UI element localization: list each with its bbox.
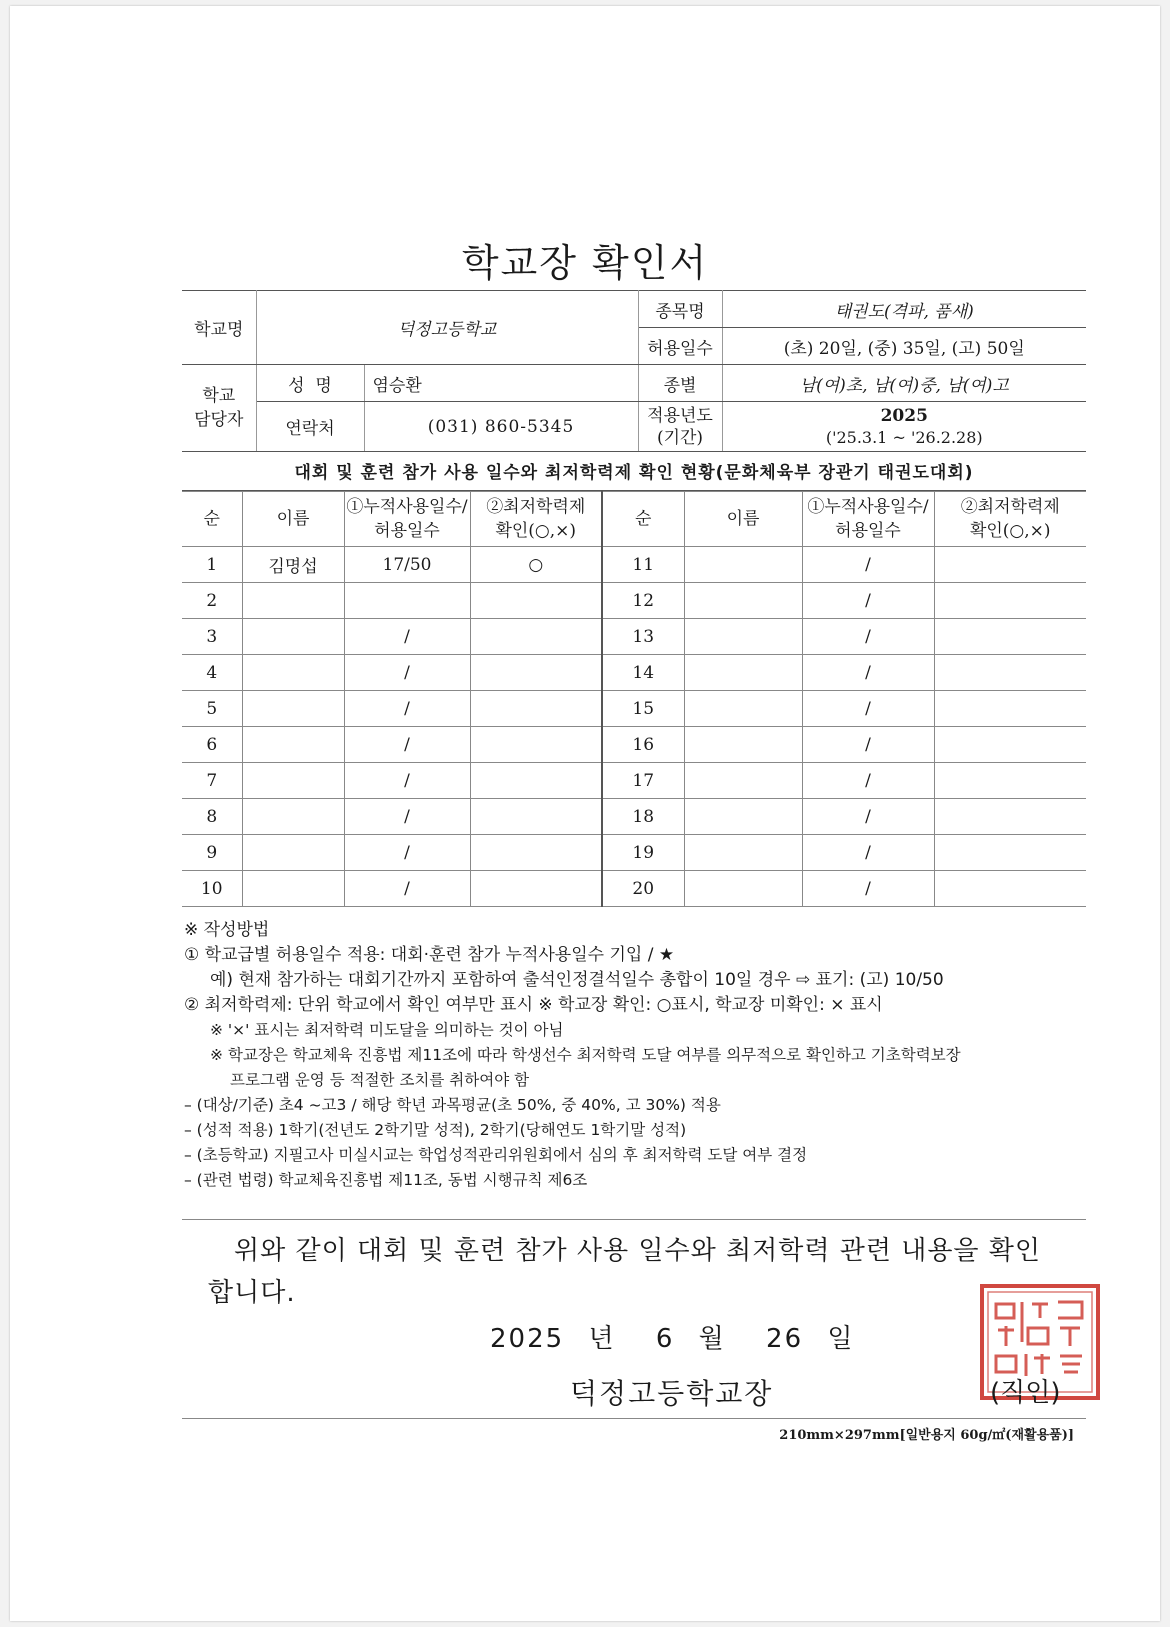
row-no: 7 — [182, 763, 242, 799]
confirmation-line-1: 위와 같이 대회 및 훈련 참가 사용 일수와 최저학력 관련 내용을 확인 — [234, 1236, 1042, 1266]
status-section-title: 대회 및 훈련 참가 사용 일수와 최저학력제 확인 현황(문화체육부 장관기 태권도대회) — [182, 456, 1086, 491]
row-check-2 — [934, 727, 1086, 763]
note-2-b-cont: 프로그램 운영 등 적절한 조치를 취하여야 함 — [230, 1071, 530, 1089]
col-name-2: 이름 — [684, 492, 802, 547]
col-days-2-line2: 허용일수 — [835, 521, 901, 541]
row-check-2 — [934, 691, 1086, 727]
row-name-2 — [684, 583, 802, 619]
note-dash-4: – (관련 법령) 학교체육진흥법 제11조, 동법 시행규칙 제6조 — [184, 1171, 588, 1189]
note-2: ② 최저학력제: 단위 학교에서 확인 여부만 표시 ※ 학교장 확인: ○표시, 학교장 미확인: × 표시 — [184, 995, 883, 1015]
col-days-line1: ①누적사용일수/ — [346, 497, 468, 517]
row-no: 3 — [182, 619, 242, 655]
notes-heading: ※ 작성방법 — [184, 920, 270, 940]
row-name-2 — [684, 763, 802, 799]
table-row — [182, 835, 1086, 871]
manager-label-line2: 담당자 — [194, 410, 244, 430]
table-row — [182, 799, 1086, 835]
note-dash-1: – (대상/기준) 초4 ~고3 / 해당 학년 과목평균(초 50%, 중 40%, 고 30%) 적용 — [184, 1096, 721, 1114]
row-no: 6 — [182, 727, 242, 763]
date-year: 2025 — [490, 1324, 565, 1354]
seal-label: (직인) — [990, 1378, 1061, 1408]
col-no-2: 순 — [602, 492, 684, 547]
row-no-2: 13 — [602, 619, 684, 655]
year-value-year: 2025 — [880, 405, 928, 426]
school-name-value: 덕정고등학교 — [256, 291, 638, 365]
table-row — [182, 547, 1086, 583]
col-check-2-line1: ②최저학력제 — [960, 497, 1060, 517]
date-year-unit: 년 — [588, 1324, 616, 1354]
event-label: 종목명 — [638, 291, 722, 328]
note-1-example: 예) 현재 참가하는 대회기간까지 포함하여 출석인정결석일수 총합이 10일 경우 ⇨ 표기: (고) 10/50 — [210, 970, 944, 990]
row-no-2: 11 — [602, 547, 684, 583]
row-check — [470, 871, 602, 907]
row-no: 8 — [182, 799, 242, 835]
row-days-2: / — [802, 763, 934, 799]
row-no: 2 — [182, 583, 242, 619]
row-name: 김명섭 — [242, 547, 344, 583]
col-days — [344, 492, 470, 547]
row-name — [242, 619, 344, 655]
row-check-2 — [934, 619, 1086, 655]
row-days-2: / — [802, 871, 934, 907]
row-name-2 — [684, 835, 802, 871]
row-days-2: / — [802, 655, 934, 691]
row-days — [344, 583, 470, 619]
note-dash-2: – (성적 적용) 1학기(전년도 2학기말 성적), 2학기(당해연도 1학기말 성적) — [184, 1121, 687, 1139]
row-no-2: 20 — [602, 871, 684, 907]
paper-spec-footer: 210mm×297mm[일반용지 60g/㎡(재활용품)] — [779, 1428, 1074, 1443]
row-name-2 — [684, 727, 802, 763]
note-1: ① 학교급별 허용일수 적용: 대회·훈련 참가 누적사용일수 기입 / ★ — [184, 945, 675, 965]
row-check-2 — [934, 583, 1086, 619]
manager-label-line1: 학교 — [202, 386, 236, 406]
year-label-line2: (기간) — [656, 427, 704, 448]
row-no-2: 19 — [602, 835, 684, 871]
row-no-2: 16 — [602, 727, 684, 763]
date-month-unit: 월 — [698, 1324, 726, 1354]
year-value — [722, 402, 1086, 452]
row-no: 9 — [182, 835, 242, 871]
row-days-2: / — [802, 727, 934, 763]
row-name-2 — [684, 547, 802, 583]
row-days-2: / — [802, 619, 934, 655]
col-check-line2: 확인(○,×) — [495, 521, 577, 541]
col-check-2 — [934, 492, 1086, 547]
row-check — [470, 583, 602, 619]
table-row — [182, 619, 1086, 655]
gender-value: 남(여)초, 남(여)중, 남(여)고 — [722, 365, 1086, 402]
allowed-days-label: 허용일수 — [638, 328, 722, 365]
row-name-2 — [684, 619, 802, 655]
row-check-2 — [934, 799, 1086, 835]
row-days: / — [344, 619, 470, 655]
principal-signature-name: 덕정고등학교장 — [570, 1377, 774, 1410]
row-check-2 — [934, 763, 1086, 799]
row-check: ○ — [470, 547, 602, 583]
col-name: 이름 — [242, 492, 344, 547]
row-no: 5 — [182, 691, 242, 727]
school-info-table — [182, 290, 1086, 452]
row-no-2: 18 — [602, 799, 684, 835]
row-check — [470, 763, 602, 799]
note-2-a: ※ '×' 표시는 최저학력 미도달을 의미하는 것이 아님 — [210, 1021, 564, 1039]
row-check-2 — [934, 547, 1086, 583]
col-check — [470, 492, 602, 547]
row-name — [242, 835, 344, 871]
row-days-2: / — [802, 547, 934, 583]
row-name — [242, 763, 344, 799]
row-no-2: 14 — [602, 655, 684, 691]
row-days: / — [344, 655, 470, 691]
row-days-2: / — [802, 835, 934, 871]
row-days-2: / — [802, 691, 934, 727]
row-check — [470, 835, 602, 871]
row-days: / — [344, 871, 470, 907]
bottom-divider — [182, 1418, 1086, 1419]
row-no-2: 15 — [602, 691, 684, 727]
participation-table-header — [182, 492, 1086, 547]
row-days: / — [344, 727, 470, 763]
document-title: 학교장 확인서 — [461, 241, 709, 285]
row-name — [242, 655, 344, 691]
row-days: 17/50 — [344, 547, 470, 583]
table-row — [182, 691, 1086, 727]
participation-table — [182, 491, 1086, 907]
contact-value: (031) 860-5345 — [364, 402, 638, 452]
date-day-unit: 일 — [827, 1324, 855, 1354]
col-days-2-line1: ①누적사용일수/ — [807, 497, 929, 517]
row-name-2 — [684, 691, 802, 727]
year-value-period: ('25.3.1 ~ '26.2.28) — [825, 427, 983, 447]
col-no: 순 — [182, 492, 242, 547]
row-name — [242, 799, 344, 835]
table-row — [182, 727, 1086, 763]
writing-instructions — [184, 918, 1084, 1193]
table-row — [182, 763, 1086, 799]
date-month: 6 — [655, 1324, 675, 1354]
row-name-2 — [684, 871, 802, 907]
table-row — [182, 583, 1086, 619]
row-days: / — [344, 691, 470, 727]
row-name — [242, 583, 344, 619]
confirmation-date — [490, 1318, 855, 1355]
table-row — [182, 871, 1086, 907]
row-check-2 — [934, 871, 1086, 907]
row-name — [242, 727, 344, 763]
row-no-2: 12 — [602, 583, 684, 619]
contact-label: 연락처 — [256, 402, 364, 452]
col-check-2-line2: 확인(○,×) — [969, 521, 1051, 541]
row-check — [470, 799, 602, 835]
year-label-line1: 적용년도 — [647, 405, 713, 426]
row-no-2: 17 — [602, 763, 684, 799]
row-check — [470, 655, 602, 691]
row-days: / — [344, 799, 470, 835]
row-days: / — [344, 835, 470, 871]
row-check-2 — [934, 835, 1086, 871]
confirmation-statement — [208, 1230, 1088, 1314]
row-no: 1 — [182, 547, 242, 583]
col-days-line2: 허용일수 — [374, 521, 440, 541]
row-name — [242, 871, 344, 907]
row-name — [242, 691, 344, 727]
note-2-b: ※ 학교장은 학교체육 진흥법 제11조에 따라 학생선수 최저학력 도달 여부를 의무적으로 확인하고 기초학력보장 — [210, 1046, 961, 1064]
row-check-2 — [934, 655, 1086, 691]
row-name-2 — [684, 799, 802, 835]
row-days-2: / — [802, 583, 934, 619]
row-days-2: / — [802, 799, 934, 835]
manager-name-label: 성 명 — [256, 365, 364, 402]
col-days-2 — [802, 492, 934, 547]
manager-label — [182, 365, 256, 452]
divider — [182, 1219, 1086, 1220]
gender-label: 종별 — [638, 365, 722, 402]
school-name-label: 학교명 — [182, 291, 256, 365]
manager-name-value: 염승환 — [364, 365, 638, 402]
row-name-2 — [684, 655, 802, 691]
confirmation-line-2: 합니다. — [208, 1278, 296, 1308]
row-check — [470, 727, 602, 763]
allowed-days-value: (초) 20일, (중) 35일, (고) 50일 — [722, 328, 1086, 365]
event-value: 태권도(격파, 품새) — [722, 291, 1086, 328]
row-no: 4 — [182, 655, 242, 691]
note-dash-3: – (초등학교) 지필고사 미실시교는 학업성적관리위원회에서 심의 후 최저학력 도달 여부 결정 — [184, 1146, 808, 1164]
row-days: / — [344, 763, 470, 799]
date-day: 26 — [766, 1324, 804, 1354]
row-check — [470, 619, 602, 655]
table-row — [182, 655, 1086, 691]
col-check-line1: ②최저학력제 — [486, 497, 586, 517]
year-label — [638, 402, 722, 452]
row-no: 10 — [182, 871, 242, 907]
row-check — [470, 691, 602, 727]
